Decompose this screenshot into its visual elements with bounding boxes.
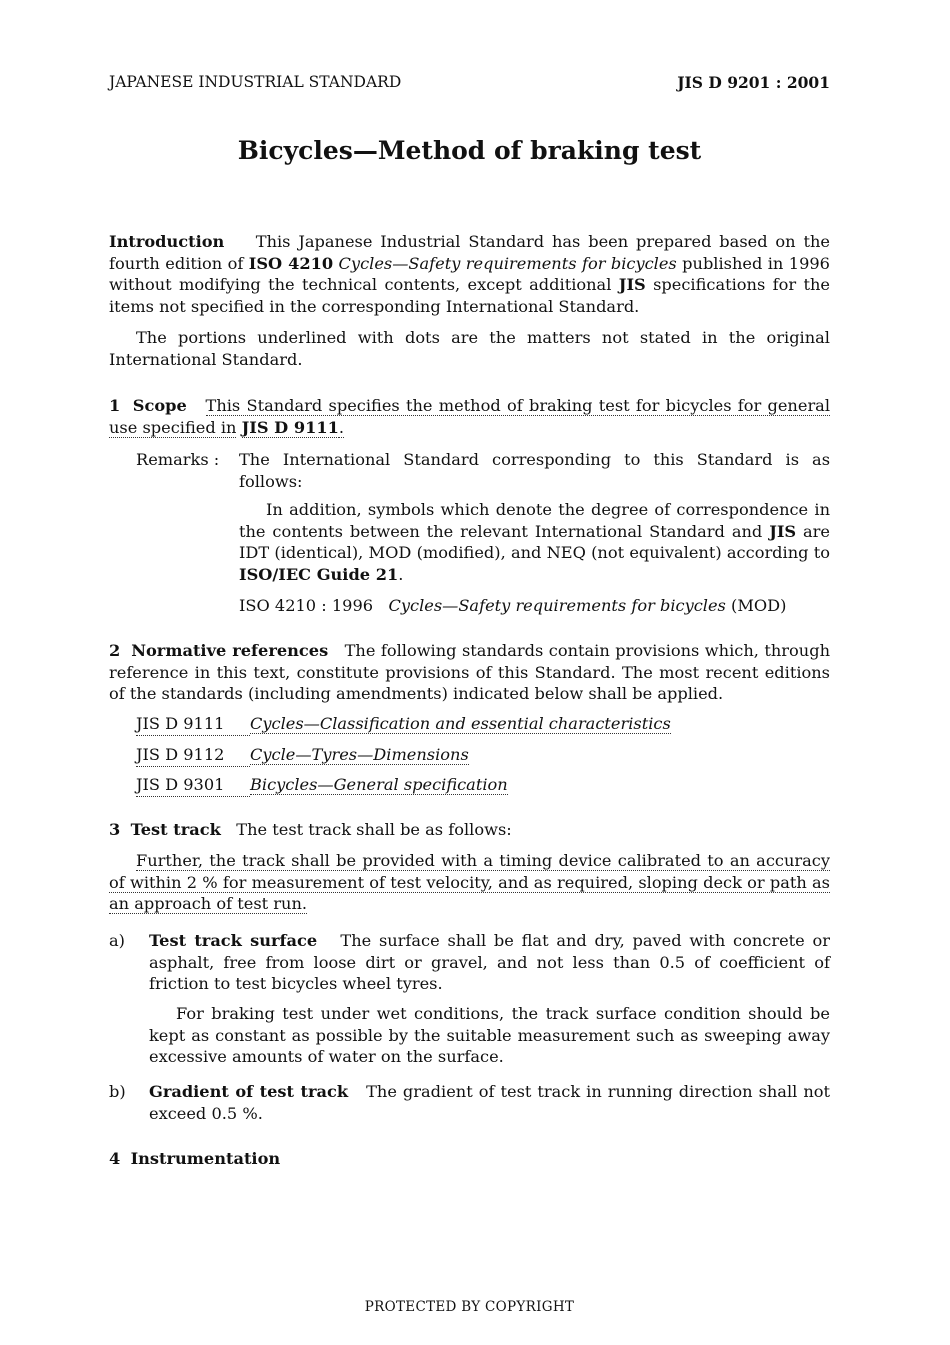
standard-code: JIS D 9201 : 2001 xyxy=(677,73,830,92)
item-heading: Test track surface xyxy=(149,931,318,950)
section-heading: Instrumentation xyxy=(130,1149,281,1168)
section-instrumentation xyxy=(109,1148,830,1170)
reference-item: JIS D 9111 Cycles—Classification and essential characteristics xyxy=(136,713,671,736)
list-marker: b) xyxy=(109,1082,126,1101)
reference-item: JIS D 9301 Bicycles—General specification xyxy=(136,774,508,797)
section-number: 4 xyxy=(109,1149,121,1168)
section-heading: Test track xyxy=(130,820,221,839)
page-header xyxy=(109,72,830,94)
section-number: 2 xyxy=(109,641,121,660)
section-number: 3 xyxy=(109,820,121,839)
section-normative-references: 2 Normative references The following standards contain provisions which, through reference in this text, constitute provisions of this Standard. The most recent editions of the standards (including amendments) indicated below shall be applied. xyxy=(109,641,830,704)
intro-heading: Introduction xyxy=(109,232,225,251)
section-scope: 1 Scope This Standard specifies the method of braking test for bicycles for general use specified in JIS D 9111. xyxy=(109,396,831,437)
document-title: Bicycles—Method of braking test xyxy=(237,136,702,165)
test-track-further: Further, the track shall be provided with a timing device calibrated to an accuracy of within 2 % for measurement of test velocity, and as required, sloping deck or path as an approach of test run. xyxy=(109,851,830,914)
section-number: 1 xyxy=(109,396,121,415)
reference-item: JIS D 9112 Cycle—Tyres—Dimensions xyxy=(136,744,469,767)
section-test-track: 3 Test track The test track shall be as follows: xyxy=(109,820,512,839)
intro-note: The portions underlined with dots are the matters not stated in the original International Standard. xyxy=(109,328,830,369)
wet-conditions-note: For braking test under wet conditions, the track surface condition should be kept as constant as possible by the suitable measurement such as sweeping away excessive amounts of water on the surface. xyxy=(149,1004,830,1067)
introduction: Introduction This Japanese Industrial Standard has been prepared based on the fourth edition of ISO 4210 Cycles—Safety requirements for bicycles published in 1996 without modifying the technical contents, except additional JIS specifications for the items not specified in the corresponding International Standard. xyxy=(109,232,830,316)
list-marker: a) xyxy=(109,931,125,950)
item-heading: Gradient of test track xyxy=(149,1082,349,1101)
remarks-symbols: In addition, symbols which denote the degree of correspondence in the contents between the relevant International Standard and JIS are IDT (identical), MOD (modified), and NEQ (not equivalent) according to ISO/IEC Guide 21. xyxy=(239,500,830,584)
remarks-iso-reference: ISO 4210 : 1996 Cycles—Safety requirements for bicycles (MOD) xyxy=(239,596,787,615)
standard-type: JAPANESE INDUSTRIAL STANDARD xyxy=(109,73,402,91)
remarks-label: Remarks : xyxy=(136,450,220,469)
section-heading: Normative references xyxy=(131,641,329,660)
section-heading: Scope xyxy=(132,396,187,415)
remarks-text: The International Standard corresponding to this Standard is as follows: xyxy=(239,450,830,491)
copyright-footer: PROTECTED BY COPYRIGHT xyxy=(364,1299,575,1315)
